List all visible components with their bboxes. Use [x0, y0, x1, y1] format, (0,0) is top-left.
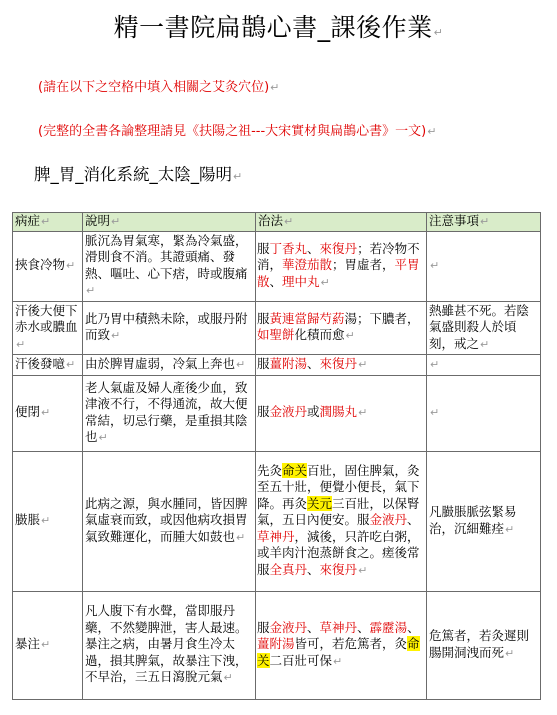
paragraph-mark-icon: ↵	[430, 406, 440, 420]
paragraph-mark-icon: ↵	[233, 170, 243, 183]
treatment-text: 、	[307, 619, 320, 635]
table-row	[13, 301, 541, 355]
formula-name: 丁香丸	[269, 240, 308, 256]
formula-name: 來復丹	[319, 561, 358, 577]
cell-description: 老人氣虛及婦人產後少血，致津液不行，不得通流，故大便常結，切忌行藥，是重損其陰也↵	[83, 375, 256, 451]
header-disease: 病症↵	[13, 213, 83, 232]
treatment-text: 二百壯可保	[269, 652, 333, 668]
treatment-text: 湯；下膿者，	[344, 310, 420, 326]
treatment-text: 、	[307, 561, 320, 577]
treatment-text: 服	[257, 404, 270, 420]
cell-caution	[427, 375, 541, 451]
acupoint-highlight: 命关	[257, 636, 420, 668]
treatment-text: 、	[407, 619, 420, 635]
cell-treatment	[256, 451, 427, 591]
treatment-text: 服	[257, 310, 270, 326]
cell-disease: 汗後大便下赤水或膿血↵	[13, 301, 83, 355]
paragraph-mark-icon: ↵	[41, 638, 51, 652]
paragraph-mark-icon: ↵	[86, 284, 96, 297]
section-subtitle-text: 脾_胃_消化系統_太陰_陽明	[34, 165, 232, 184]
cell-description: 此乃胃中積熱未除，或服丹附而致↵	[83, 301, 256, 355]
formula-name: 金液丹	[369, 512, 408, 528]
cell-caution: 危篤者，若灸遲則腸開洞洩而死↵	[427, 591, 541, 699]
paragraph-mark-icon: ↵	[236, 530, 246, 544]
paragraph-mark-icon: ↵	[430, 358, 440, 371]
table-body	[13, 231, 541, 699]
cell-treatment	[256, 591, 427, 699]
paragraph-mark-icon: ↵	[320, 275, 330, 289]
cell-disease: 汗後發噫↵	[13, 355, 83, 376]
formula-name: 薑附湯	[269, 356, 308, 371]
treatment-text: ；胃虛者，	[332, 257, 395, 273]
treatment-text: 、	[307, 356, 320, 371]
acupoint-highlight: 命关	[282, 462, 308, 478]
cell-description: 由於脾胃虛弱，冷氣上奔也↵	[83, 355, 256, 376]
table-row	[13, 591, 541, 699]
cell-treatment	[256, 375, 427, 451]
cell-caution: 熱雖甚不死。若陰氣盛則殺人於頃刻，戒之↵	[427, 301, 541, 355]
paragraph-mark-icon: ↵	[111, 329, 121, 343]
cell-treatment	[256, 355, 427, 376]
treatment-text: 服	[257, 356, 270, 371]
formula-name: 全真丹	[269, 561, 308, 577]
formula-name: 華澄茄散	[282, 257, 333, 273]
treatment-text: 、	[269, 273, 283, 289]
table-row	[13, 231, 541, 301]
section-subtitle	[34, 161, 242, 185]
treatment-text: 、	[307, 240, 320, 256]
cell-description: 此病之源，與水腫同，皆因脾氣虛衰而致，或因他病攻損胃氣致難運化，而腫大如鼓也↵	[83, 451, 256, 591]
formula-name: 金液丹	[269, 619, 308, 635]
reference-note	[38, 120, 436, 139]
treatment-text: 皆可，若危篤者，灸	[294, 636, 408, 652]
paragraph-mark-icon: ↵	[236, 358, 246, 371]
paragraph-mark-icon: ↵	[223, 671, 233, 685]
paragraph-mark-icon: ↵	[16, 337, 26, 351]
paragraph-mark-icon: ↵	[333, 654, 343, 668]
formula-name: 平胃散	[257, 257, 420, 289]
formula-name: 霹靂湯	[369, 619, 408, 635]
treatment-text: 服	[257, 240, 270, 256]
paragraph-mark-icon: ↵	[66, 259, 76, 273]
table-row	[13, 451, 541, 591]
header-caution: 注意事項↵	[427, 213, 541, 232]
table-row	[13, 375, 541, 451]
formula-name: 草神丹	[257, 528, 295, 544]
cell-disease: 暴注↵	[13, 591, 83, 699]
formula-name: 理中丸	[282, 273, 320, 289]
paragraph-mark-icon: ↵	[480, 337, 490, 351]
cell-treatment	[256, 231, 427, 301]
paragraph-mark-icon: ↵	[505, 522, 515, 536]
paragraph-mark-icon: ↵	[430, 259, 440, 273]
cell-treatment	[256, 301, 427, 355]
treatment-text: 先灸	[257, 462, 283, 478]
paragraph-mark-icon: ↵	[358, 406, 368, 420]
cell-disease: 挾食冷物↵	[13, 231, 83, 301]
treatment-text: 服	[257, 619, 270, 635]
paragraph-mark-icon: ↵	[433, 26, 444, 39]
cell-description: 脈沉為胃氣寒，緊為冷氣盛，滑則食不消。其證頭痛、發熱、嘔吐、心下痞，時或腹痛↵	[83, 231, 256, 301]
formula-name: 如聖餅	[257, 327, 295, 343]
treatment-text: 化積而愈	[294, 327, 345, 343]
treatment-text: 或	[307, 404, 320, 420]
cell-disease: 臌脹↵	[13, 451, 83, 591]
paragraph-mark-icon: ↵	[345, 329, 355, 343]
formula-name: 薑附湯	[257, 636, 295, 652]
table-header-row	[13, 213, 541, 232]
formula-name: 金液丹	[269, 404, 308, 420]
cell-caution	[427, 231, 541, 301]
treatment-text: 、	[357, 619, 370, 635]
paragraph-mark-icon: ↵	[98, 431, 108, 444]
page-title	[0, 8, 557, 44]
header-treatment: 治法↵	[256, 213, 427, 232]
disease-table	[12, 212, 541, 700]
treatment-text: 百壯，固住脾氣，灸至五十壯，便覺小便長，氣下降。再灸	[257, 462, 420, 511]
paragraph-mark-icon: ↵	[358, 563, 368, 577]
formula-name: 潤腸丸	[319, 404, 358, 420]
treatment-text: ，減後，只許吃白粥，或羊肉汁泡蒸餅食之。瘥後常服	[257, 528, 420, 577]
treatment-text: 三百壯，以保腎氣，五日內便安。服	[257, 495, 420, 528]
page-title-text: 精一書院扁鵲心書_課後作業	[113, 13, 433, 42]
formula-name: 草神丹	[319, 619, 358, 635]
reference-note-text: (完整的全書各論整理請見《扶陽之祖---大宋實材與扁鵲心書》一文)	[38, 124, 427, 139]
instruction-note	[38, 76, 279, 95]
acupoint-highlight: 关元	[307, 495, 333, 511]
cell-caution	[427, 355, 541, 376]
cell-description: 凡人腹下有水聲，當即服丹藥，不然變脾泄，害人最速。暴注之病，由暑月食生冷太過，損其脾氣，故暴注下洩，不早治，三五日瀉脫元氣↵	[83, 591, 256, 699]
cell-caution: 凡臌脹脈弦緊易治，沉細難痊↵	[427, 451, 541, 591]
paragraph-mark-icon: ↵	[358, 358, 368, 371]
paragraph-mark-icon: ↵	[505, 646, 515, 660]
paragraph-mark-icon: ↵	[270, 81, 280, 94]
treatment-text: ；若冷物不消，	[257, 240, 420, 273]
instruction-note-text: (請在以下之空格中填入相關之艾灸穴位)	[38, 80, 270, 95]
formula-name: 黃連當歸芍葯	[269, 310, 345, 326]
cell-disease: 便閉↵	[13, 375, 83, 451]
paragraph-mark-icon: ↵	[41, 514, 51, 528]
formula-name: 來復丹	[319, 240, 358, 256]
paragraph-mark-icon: ↵	[427, 125, 437, 138]
table-row	[13, 355, 541, 376]
paragraph-mark-icon: ↵	[66, 358, 76, 371]
header-description: 說明↵	[83, 213, 256, 232]
paragraph-mark-icon: ↵	[41, 406, 51, 420]
formula-name: 來復丹	[319, 356, 358, 371]
treatment-text: 、	[407, 512, 420, 528]
